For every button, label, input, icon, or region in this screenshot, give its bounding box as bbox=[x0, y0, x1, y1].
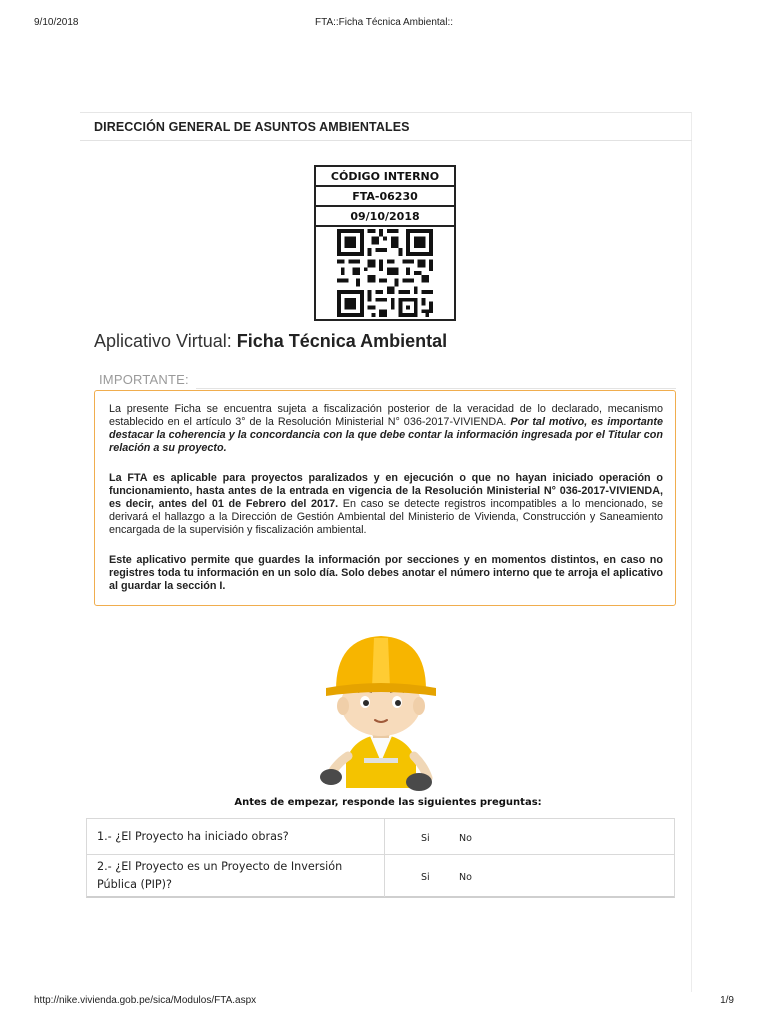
app-title-name: Ficha Técnica Ambiental bbox=[236, 331, 448, 351]
internal-code-box bbox=[314, 165, 456, 321]
print-header bbox=[34, 17, 734, 31]
notice-p1-text: La presente Ficha se encuentra sujeta a fiscalización posterior de la veracidad de lo declarado, mecanismo establecido en el artículo 3° de la Resolución Ministerial N° 036-2017-VIVIENDA. bbox=[109, 403, 663, 428]
question-cell bbox=[87, 855, 385, 897]
panel-heading bbox=[80, 113, 692, 141]
important-legend: IMPORTANTE: bbox=[99, 372, 189, 387]
notice-p2-text: En caso se detecte registros incompatibles a lo mencionado, se derivará el hallazgo a la Dirección de Gestión Ambiental del Ministerio de Vivienda, Construcción y Saneamiento encargada de la supervisión y fiscalización ambiental. bbox=[109, 498, 663, 536]
question-text: 1.- ¿El Proyecto ha iniciado obras? bbox=[97, 830, 289, 843]
internal-code-label: CÓDIGO INTERNO bbox=[316, 167, 454, 187]
important-notice bbox=[94, 390, 676, 606]
answer-yes-option[interactable]: Si bbox=[421, 833, 430, 844]
questions-table bbox=[86, 818, 675, 898]
notice-p1-emphasis: Por tal motivo, es importante destacar la coherencia y la concordancia con la que debe contar la información ingresada por el Titular con relación a su proyecto. bbox=[109, 416, 663, 454]
print-url: http://nike.vivienda.gob.pe/sica/Modulos/FTA.aspx bbox=[34, 995, 257, 1006]
legend-divider bbox=[196, 388, 676, 389]
page-counter: 1/9 bbox=[720, 995, 734, 1006]
notice-p2-bold: La FTA es aplicable para proyectos paralizados y en ejecución o que no hayan iniciado operación o funcionamiento, hasta antes de la entrada en vigencia de la Resolución Ministerial N° 036-2017-VIVIENDA, es decir, antes del 01 de Febrero del 2017. bbox=[109, 472, 663, 510]
notice-paragraph-2 bbox=[109, 472, 663, 537]
question-cell bbox=[87, 819, 385, 854]
app-title-prefix: Aplicativo Virtual: bbox=[94, 331, 237, 351]
print-date: 9/10/2018 bbox=[34, 17, 79, 28]
app-title bbox=[94, 331, 447, 352]
notice-paragraph-3 bbox=[109, 554, 663, 593]
internal-code-date: 09/10/2018 bbox=[316, 207, 454, 227]
question-text bbox=[97, 858, 342, 894]
panel-heading-title: DIRECCIÓN GENERAL DE ASUNTOS AMBIENTALES bbox=[94, 120, 410, 134]
print-page-title: FTA::Ficha Técnica Ambiental:: bbox=[314, 17, 454, 28]
internal-code-value: FTA-06230 bbox=[316, 187, 454, 207]
construction-worker-icon bbox=[318, 630, 444, 792]
questions-intro: Antes de empezar, responde las siguientes preguntas: bbox=[234, 797, 542, 808]
question-row bbox=[87, 855, 674, 897]
answer-no-option[interactable]: No bbox=[459, 833, 472, 844]
notice-p3-bold: Este aplicativo permite que guardes la información por secciones y en momentos distintos, en caso no registres toda tu información en un solo día. Solo debes anotar el número interno que te arroja el aplicativo al guardar la sección I. bbox=[109, 554, 663, 592]
question-row bbox=[87, 819, 674, 855]
notice-paragraph-1 bbox=[109, 403, 663, 455]
answer-yes-option[interactable]: Si bbox=[421, 872, 430, 883]
qr-code-icon bbox=[337, 229, 433, 317]
question-text-line-1: 2.- ¿El Proyecto es un Proyecto de Inversión bbox=[97, 860, 343, 873]
question-text-line-2: Pública (PIP)? bbox=[97, 878, 172, 891]
print-footer bbox=[34, 995, 734, 1009]
answer-no-option[interactable]: No bbox=[459, 872, 472, 883]
